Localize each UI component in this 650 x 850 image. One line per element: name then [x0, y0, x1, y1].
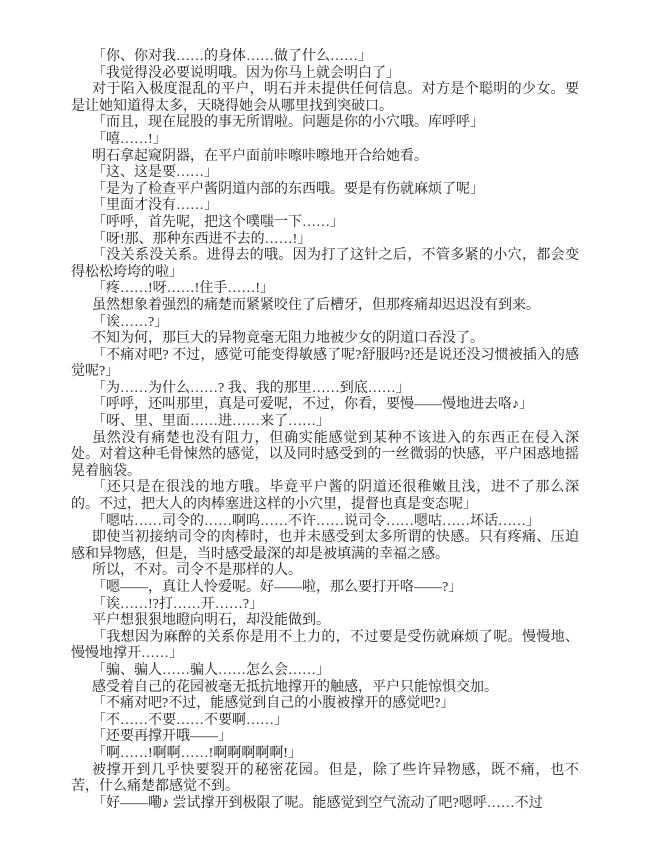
- paragraph: 「而且，现在屁股的事无所谓啦。问题是你的小穴哦。库呼呼」: [92, 115, 484, 131]
- paragraph: 平户想狠狠地瞪向明石，却没能做到。: [92, 613, 330, 629]
- paragraph: 「呀!那、那种东西进不去的……!」: [92, 231, 312, 247]
- paragraph: 「还要再撑开哦——」: [92, 729, 232, 745]
- paragraph: 「还只是在很浅的地方哦。毕竟平户酱的阴道还很稚嫩且浅，进不了那么深的。不过，把大人的肉棒塞进这样的小穴里，提督也真是变态呢」: [71, 480, 579, 513]
- paragraph: 「不痛对吧?不过，能感觉到自己的小腹被撑开的感觉吧?」: [92, 696, 455, 712]
- paragraph: 「嘻……!」: [92, 131, 167, 147]
- paragraph: 「诶……?」: [92, 314, 169, 330]
- paragraph: 「嗯——，真让人怜爱呢。好——啦，那么要打开咯——?」: [92, 580, 463, 595]
- paragraph: 「呀、里、里面……进……来了……」: [92, 414, 330, 430]
- paragraph: 被撑开到几乎快要裂开的秘密花园。但是，除了些许异物感，既不痛，也不苦，什么痛楚都感觉不到。: [71, 762, 579, 795]
- paragraph: 虽然没有痛楚也没有阻力，但确实能感觉到某种不该进入的东西正在侵入深处。对着这种毛骨悚然的感觉，以及同时感受到的一丝微弱的快感，平户困惑地摇晃着脑袋。: [71, 430, 579, 479]
- paragraph: 对于陷入极度混乱的平户，明石并未提供任何信息。对方是个聪明的少女。要是让她知道得太多，天晓得她会从哪里找到突破口。: [71, 82, 579, 114]
- paragraph: 「啊……!啊啊……!啊啊啊啊啊!」: [92, 745, 302, 761]
- paragraph: 明石拿起窥阴器，在平户面前咔嚓咔嚓地开合给她看。: [92, 148, 428, 164]
- paragraph: 「里面才没有……」: [92, 198, 218, 214]
- paragraph: 「呼呼，首先呢，把这个噗嗤一下……」: [92, 214, 344, 230]
- paragraph: 「为……为什么……? 我、我的那里……到底……」: [92, 380, 410, 396]
- paragraph: 「是为了检查平户酱阴道内部的东西哦。要是有伤就麻烦了呢」: [92, 181, 484, 197]
- paragraph: 不知为何，那巨大的异物竟毫无阻力地被少女的阴道口吞没了。: [92, 331, 484, 347]
- paragraph: 「不……不要……不要啊……」: [92, 712, 288, 728]
- paragraph: 「我觉得没必要说明哦。因为你马上就会明白了」: [92, 65, 400, 81]
- paragraph: 「骗、骗人……骗人……怎么会……」: [92, 662, 330, 678]
- paragraph: 感受着自己的花园被毫无抵抗地撑开的触感，平户只能惊惧交加。: [92, 679, 498, 695]
- paragraph: 虽然想象着强烈的痛楚而紧紧咬住了后槽牙，但那疼痛却迟迟没有到来。: [92, 297, 540, 313]
- paragraph: 「好——嘞♪ 尝试撑开到极限了呢。能感觉到空气流动了吧?嗯呼……不过: [92, 795, 543, 811]
- paragraph: 「嗯咕……司令的……啊呜……不许……说司令……嗯咕……坏话……」: [92, 513, 540, 529]
- paragraph: 「我想因为麻醉的关系你是用不上力的，不过要是受伤就麻烦了呢。慢慢地、慢慢地撑开……」: [71, 629, 579, 662]
- paragraph: 「疼……!呀……!住手……!」: [92, 281, 274, 297]
- paragraph: 所以，不对。司令不是那样的人。: [92, 563, 302, 579]
- paragraph: 「这、这是要……」: [92, 165, 218, 181]
- paragraph: 「没关系没关系。进得去的哦。因为打了这针之后，不管多紧的小穴，都会变得松松垮垮的啦」: [71, 248, 579, 280]
- paragraph: 「诶……!?打……开……?」: [92, 596, 264, 612]
- paragraph: 即使当初接纳司令的肉棒时，也并未感受到太多所谓的快感。只有疼痛、压迫感和异物感，但是，当时感受最深的却是被填满的幸福之感。: [71, 530, 579, 562]
- paragraph: 「不痛对吧? 不过，感觉可能变得敏感了呢?舒服吗?还是说还没习惯被插入的感觉呢?」: [71, 347, 579, 380]
- paragraph: 「呼呼，还叫那里，真是可爱呢，不过，你看，要慢——慢地进去咯♪」: [92, 397, 533, 413]
- paragraph: 「你、你对我……的身体……做了什么……」: [92, 49, 372, 64]
